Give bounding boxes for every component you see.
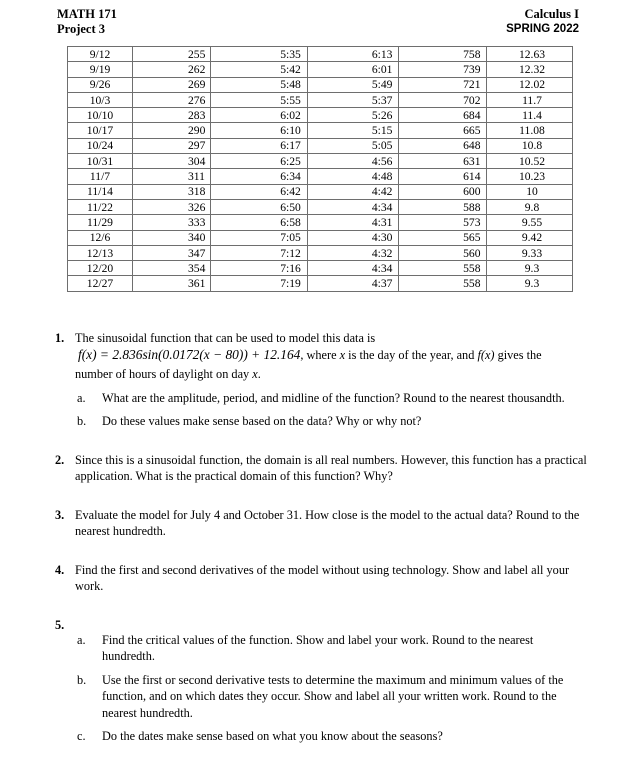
table-cell: 4:34 (307, 261, 398, 276)
course-code: MATH 171 (57, 7, 117, 21)
table-cell: 11.08 (487, 123, 573, 138)
table-cell: 558 (399, 261, 487, 276)
question-5a (75, 632, 587, 665)
table-cell: 361 (133, 276, 211, 291)
question-5c (75, 728, 587, 745)
table-cell: 6:50 (211, 199, 308, 214)
table-cell: 6:42 (211, 184, 308, 199)
table-row (68, 245, 573, 260)
text-fragment: is the day of the year, and (345, 347, 478, 362)
question-2 (55, 452, 587, 485)
table-cell: 648 (399, 138, 487, 153)
table-cell: 5:48 (211, 77, 308, 92)
table-cell: 10/17 (68, 123, 133, 138)
question-4 (55, 562, 587, 595)
question-number: 3. (55, 507, 65, 522)
table-cell: 12/27 (68, 276, 133, 291)
table-cell: 7:05 (211, 230, 308, 245)
model-line (75, 347, 587, 364)
table-row (68, 62, 573, 77)
table-cell: 665 (399, 123, 487, 138)
table-cell: 297 (133, 138, 211, 153)
table-cell: 10/3 (68, 92, 133, 107)
table-cell: 7:19 (211, 276, 308, 291)
table-cell: 5:42 (211, 62, 308, 77)
table-cell: 347 (133, 245, 211, 260)
header-right (506, 7, 579, 37)
question-number: 2. (55, 452, 65, 467)
table-cell: 684 (399, 108, 487, 123)
table-cell: 12.63 (487, 47, 573, 62)
table-cell: 10.8 (487, 138, 573, 153)
table-row (68, 215, 573, 230)
table-cell: 290 (133, 123, 211, 138)
table-cell: 4:34 (307, 199, 398, 214)
table-cell: 5:55 (211, 92, 308, 107)
table-cell: 565 (399, 230, 487, 245)
table-cell: 6:10 (211, 123, 308, 138)
table-cell: 276 (133, 92, 211, 107)
table-row (68, 261, 573, 276)
table-cell: 10/24 (68, 138, 133, 153)
table-cell: 12/13 (68, 245, 133, 260)
daylight-table (67, 46, 573, 292)
table-cell: 6:13 (307, 47, 398, 62)
table-cell: 9.55 (487, 215, 573, 230)
table-cell: 311 (133, 169, 211, 184)
sub-label: c. (77, 729, 86, 743)
table-cell: 9.3 (487, 276, 573, 291)
table-row (68, 138, 573, 153)
table-cell: 6:02 (211, 108, 308, 123)
question-text: The sinusoidal function that can be used to model this data is (75, 331, 376, 345)
table-cell: 354 (133, 261, 211, 276)
text-fragment: x (339, 347, 346, 362)
table-row (68, 276, 573, 291)
question-text: Evaluate the model for July 4 and October 31. How close is the model to the actual data? Round to the nearest hundredth. (75, 507, 580, 538)
table-cell: 7:16 (211, 261, 308, 276)
subject-title: Calculus I (524, 7, 579, 21)
sub-label: b. (77, 672, 87, 687)
sub-text: Use the first or second derivative tests to determine the maximum and minimum values of the function, and on which dates they occur. Show and label all your written work. Round to the nearest hundredth. (102, 672, 564, 720)
table-cell: 10.52 (487, 154, 573, 169)
sub-text: Do the dates make sense based on what you know about the seasons? (102, 729, 443, 743)
question-text: Find the first and second derivatives of the model without using technology. Show and label all your work. (75, 562, 570, 593)
table-cell: 12/6 (68, 230, 133, 245)
table-row (68, 47, 573, 62)
table-cell: 558 (399, 276, 487, 291)
table-cell: 9.42 (487, 230, 573, 245)
table-cell: 6:01 (307, 62, 398, 77)
table-cell: 4:37 (307, 276, 398, 291)
table-cell: 600 (399, 184, 487, 199)
table-cell: 4:56 (307, 154, 398, 169)
table-row (68, 230, 573, 245)
table-cell: 12.32 (487, 62, 573, 77)
table-cell: 588 (399, 199, 487, 214)
table-cell: 10/10 (68, 108, 133, 123)
table-cell: 283 (133, 108, 211, 123)
text-fragment: , where (300, 347, 340, 362)
table-cell: 10 (487, 184, 573, 199)
table-cell: 5:35 (211, 47, 308, 62)
table-cell: 4:31 (307, 215, 398, 230)
question-number: 1. (55, 331, 65, 345)
table-cell: 4:32 (307, 245, 398, 260)
table-cell: 5:37 (307, 92, 398, 107)
model-line-2 (75, 366, 587, 383)
table-cell: 10/31 (68, 154, 133, 169)
table-cell: 614 (399, 169, 487, 184)
sub-label: a. (77, 632, 86, 647)
question-number: 5. (55, 617, 65, 632)
question-number: 4. (55, 562, 65, 577)
table-cell: 340 (133, 230, 211, 245)
table-cell: 9/26 (68, 77, 133, 92)
question-1b (75, 413, 587, 430)
table-row (68, 77, 573, 92)
table-cell: 11/22 (68, 199, 133, 214)
sub-label: b. (77, 414, 87, 428)
table-cell: 5:05 (307, 138, 398, 153)
table-cell: 11/14 (68, 184, 133, 199)
table-cell: 6:17 (211, 138, 308, 153)
table-cell: 631 (399, 154, 487, 169)
table-cell: 758 (399, 47, 487, 62)
table-cell: 739 (399, 62, 487, 77)
question-5 (55, 617, 587, 745)
table-cell: 6:34 (211, 169, 308, 184)
table-cell: 6:25 (211, 154, 308, 169)
table-row (68, 123, 573, 138)
table-cell: 12/20 (68, 261, 133, 276)
table-cell: 304 (133, 154, 211, 169)
table-row (68, 199, 573, 214)
questions (55, 330, 587, 745)
term-label: SPRING 2022 (506, 23, 579, 35)
table-cell: 702 (399, 92, 487, 107)
question-text: Since this is a sinusoidal function, the domain is all real numbers. However, this function has a practical application. What is the practical domain of this function? Why? (75, 452, 587, 483)
table-cell: 573 (399, 215, 487, 230)
table-cell: 6:58 (211, 215, 308, 230)
table-cell: 318 (133, 184, 211, 199)
table-cell: 11.7 (487, 92, 573, 107)
table-cell: 9/19 (68, 62, 133, 77)
text-fragment: number of hours of daylight on day (75, 367, 253, 381)
table-cell: 9/12 (68, 47, 133, 62)
table-cell: 5:26 (307, 108, 398, 123)
table-cell: 721 (399, 77, 487, 92)
header-left (57, 7, 117, 37)
table-cell: 11/29 (68, 215, 133, 230)
sub-text: Find the critical values of the function. Show and label your work. Round to the nearest hundredth. (102, 632, 534, 663)
table-row (68, 108, 573, 123)
table-cell: 7:12 (211, 245, 308, 260)
table-row (68, 169, 573, 184)
table-cell: 12.02 (487, 77, 573, 92)
table-cell: 4:48 (307, 169, 398, 184)
sub-text: Do these values make sense based on the data? Why or why not? (102, 414, 422, 428)
table-cell: 262 (133, 62, 211, 77)
model-formula: f(x) = 2.836sin(0.0172(x − 80)) + 12.164 (78, 346, 301, 362)
table-cell: 9.33 (487, 245, 573, 260)
table-cell: 326 (133, 199, 211, 214)
table-cell: 5:49 (307, 77, 398, 92)
table-cell: 255 (133, 47, 211, 62)
sub-label: a. (77, 390, 86, 405)
table-cell: 269 (133, 77, 211, 92)
project-title: Project 3 (57, 22, 106, 36)
table-row (68, 184, 573, 199)
table-cell: 5:15 (307, 123, 398, 138)
table-cell: 333 (133, 215, 211, 230)
table-cell: 560 (399, 245, 487, 260)
question-1a (75, 390, 587, 407)
question-3 (55, 507, 587, 540)
text-fragment: f(x) (477, 347, 495, 362)
table-row (68, 92, 573, 107)
table-cell: 9.3 (487, 261, 573, 276)
table-cell: 4:30 (307, 230, 398, 245)
text-fragment: . (257, 367, 261, 381)
question-5b (75, 672, 587, 722)
table-cell: 4:42 (307, 184, 398, 199)
table-cell: 11.4 (487, 108, 573, 123)
table-cell: 9.8 (487, 199, 573, 214)
sub-text: What are the amplitude, period, and midline of the function? Round to the nearest thousandth. (102, 390, 565, 405)
text-fragment: x (252, 367, 258, 381)
question-1 (55, 330, 587, 430)
table-cell: 10.23 (487, 169, 573, 184)
table-row (68, 154, 573, 169)
table-cell: 11/7 (68, 169, 133, 184)
text-fragment: gives the (494, 347, 542, 362)
